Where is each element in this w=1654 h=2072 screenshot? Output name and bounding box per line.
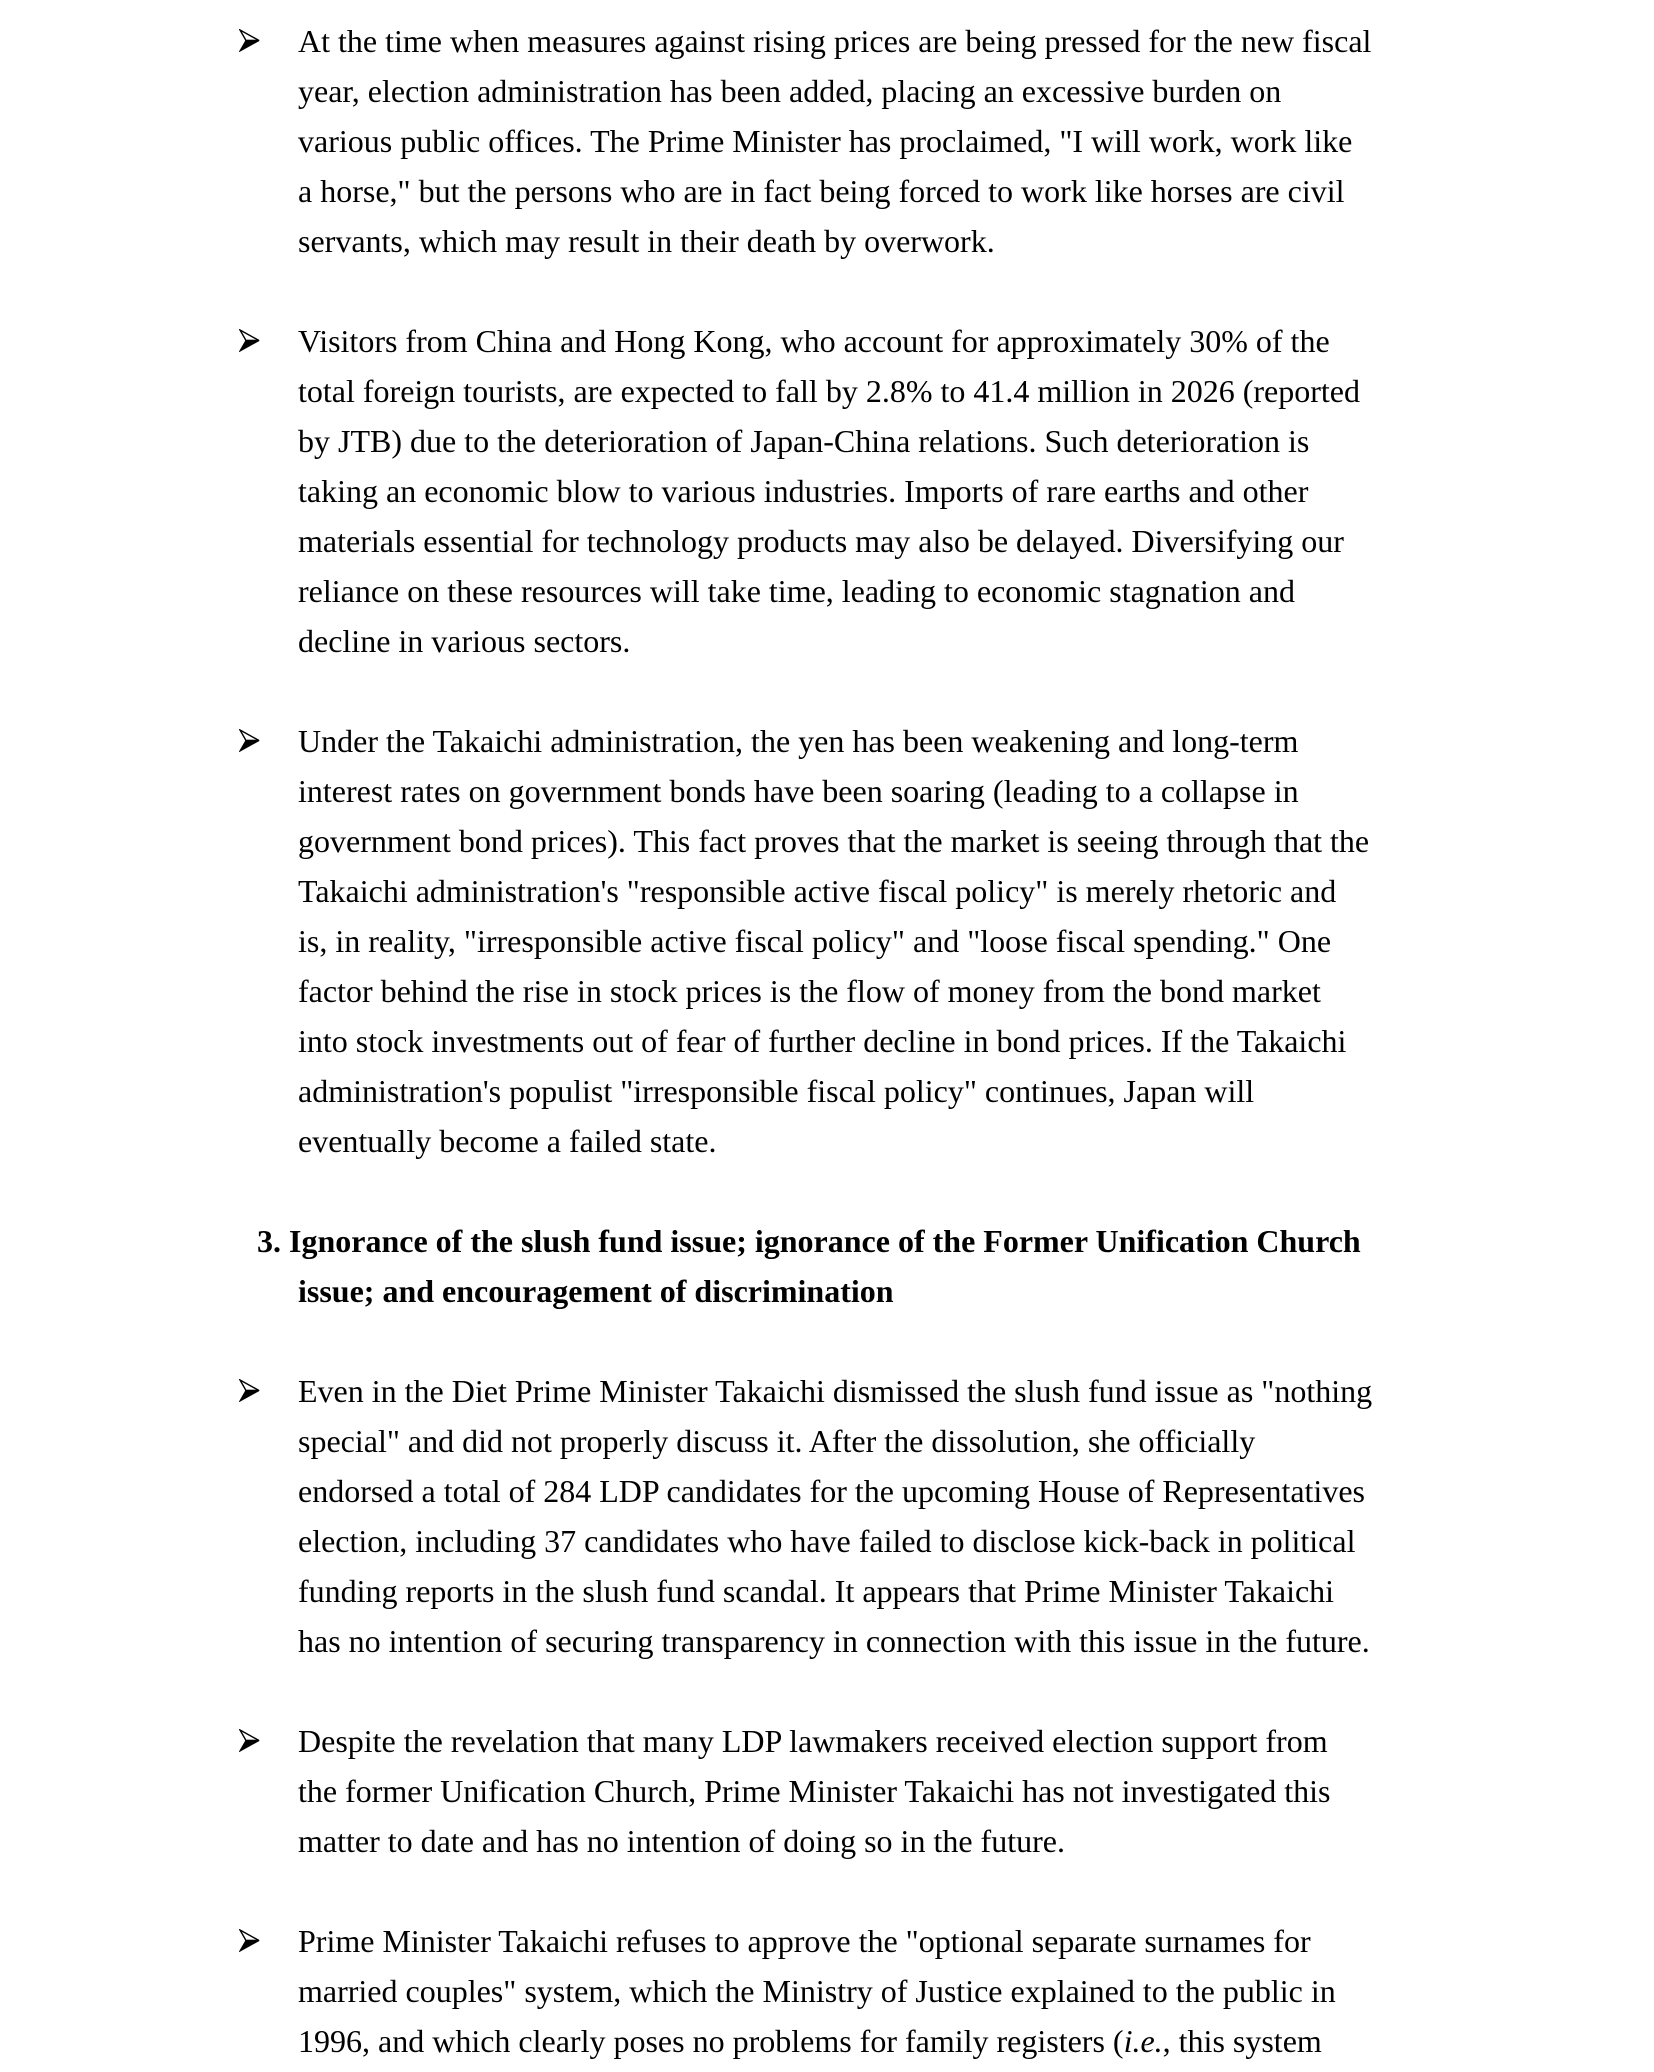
text-line: administration's populist "irresponsible fiscal policy" continues, Japan will: [298, 1073, 1255, 1109]
text-line: endorsed a total of 284 LDP candidates for the upcoming House of Representatives: [298, 1473, 1365, 1509]
text-run: , this system: [1162, 2023, 1322, 2059]
paragraph-spacer: [0, 1666, 1654, 1716]
bullet-item-unification-church: [0, 1716, 1654, 1866]
text-line: [0, 2016, 1654, 2066]
text-line: eventually become a failed state.: [298, 1123, 717, 1159]
text-line: has no intention of securing transparency in connection with this issue in the future.: [298, 1623, 1370, 1659]
bullet-item-tourism: [0, 316, 1654, 666]
text-line: materials essential for technology products may also be delayed. Diversifying our: [298, 523, 1344, 559]
text-line: married couples" system, which the Ministry of Justice explained to the public in: [298, 1973, 1336, 2009]
text-line: Prime Minister Takaichi refuses to approve the "optional separate surnames for: [298, 1923, 1311, 1959]
text-line: a horse," but the persons who are in fact being forced to work like horses are civil: [298, 173, 1345, 209]
text-line: taking an economic blow to various industries. Imports of rare earths and other: [298, 473, 1309, 509]
text-line: into stock investments out of fear of further decline in bond prices. If the Takaichi: [298, 1023, 1347, 1059]
text-run: 1996, and which clearly poses no problems for family registers (: [298, 2023, 1124, 2059]
heading-line: 3. Ignorance of the slush fund issue; ignorance of the Former Unification Church: [257, 1223, 1361, 1259]
text-line: servants, which may result in their death by overwork.: [298, 223, 995, 259]
text-line: factor behind the rise in stock prices is the flow of money from the bond market: [298, 973, 1321, 1009]
section-heading-3: [0, 1216, 1654, 1316]
text-line: year, election administration has been added, placing an excessive burden on: [298, 73, 1282, 109]
text-line: Takaichi administration's "responsible active fiscal policy" is merely rhetoric and: [298, 873, 1337, 909]
bullet-item-overwork: [0, 16, 1654, 266]
paragraph-spacer: [0, 666, 1654, 716]
text-line: reliance on these resources will take time, leading to economic stagnation and: [298, 573, 1295, 609]
text-line: total foreign tourists, are expected to fall by 2.8% to 41.4 million in 2026 (reported: [298, 373, 1360, 409]
text-line: the former Unification Church, Prime Minister Takaichi has not investigated this: [298, 1773, 1331, 1809]
paragraph-spacer: [0, 1166, 1654, 1216]
heading-line: issue; and encouragement of discrimination: [298, 1273, 894, 1309]
bullet-item-fiscal-policy: [0, 716, 1654, 1166]
text-line: by JTB) due to the deterioration of Japan-China relations. Such deterioration is: [298, 423, 1310, 459]
paragraph-spacer: [0, 1866, 1654, 1916]
text-line: Despite the revelation that many LDP lawmakers received election support from: [298, 1723, 1328, 1759]
text-line: decline in various sectors.: [298, 623, 631, 659]
document-page: [0, 16, 1654, 2066]
paragraph-spacer: [0, 266, 1654, 316]
bullet-item-slush-fund: [0, 1366, 1654, 1666]
italic-abbreviation: i.e.: [1123, 2023, 1163, 2059]
text-line: election, including 37 candidates who have failed to disclose kick-back in political: [298, 1523, 1356, 1559]
text-line: government bond prices). This fact proves that the market is seeing through that the: [298, 823, 1370, 859]
paragraph-spacer: [0, 1316, 1654, 1366]
text-line: is, in reality, "irresponsible active fiscal policy" and "loose fiscal spending." One: [298, 923, 1332, 959]
text-line: matter to date and has no intention of doing so in the future.: [298, 1823, 1065, 1859]
text-line: special" and did not properly discuss it. After the dissolution, she officially: [298, 1423, 1256, 1459]
bullet-item-separate-surnames: [0, 1916, 1654, 2066]
text-line: interest rates on government bonds have been soaring (leading to a collapse in: [298, 773, 1299, 809]
text-line: Visitors from China and Hong Kong, who account for approximately 30% of the: [298, 323, 1330, 359]
text-line: Under the Takaichi administration, the yen has been weakening and long-term: [298, 723, 1299, 759]
text-line: various public offices. The Prime Minister has proclaimed, "I will work, work like: [298, 123, 1353, 159]
text-line: Even in the Diet Prime Minister Takaichi dismissed the slush fund issue as "nothing: [298, 1373, 1373, 1409]
text-line: At the time when measures against rising prices are being pressed for the new fiscal: [298, 23, 1372, 59]
text-line: funding reports in the slush fund scandal. It appears that Prime Minister Takaichi: [298, 1573, 1335, 1609]
